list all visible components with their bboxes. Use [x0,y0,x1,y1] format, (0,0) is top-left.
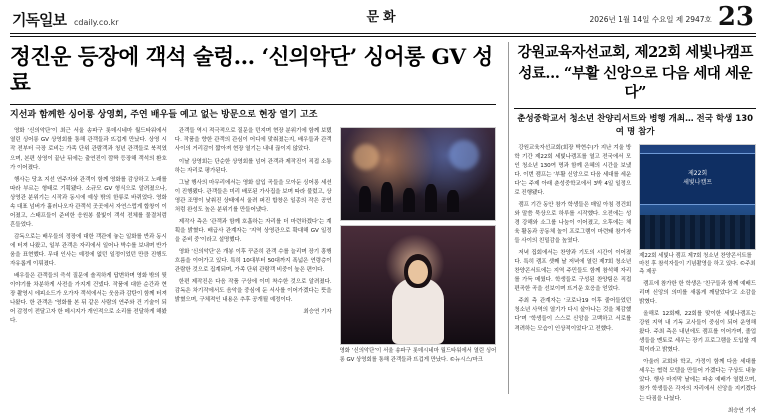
paragraph: 한편 제작진은 다음 작품 구상에 이미 착수한 것으로 알려졌다. 감독은 차기작에서도 음악을 중심에 둔 서사를 이어가겠다는 뜻을 밝혔으며, 구체적인 내용은 추후 공개될 예정이다. [174,279,332,304]
left-text-column-2 [175,127,332,363]
paragraph: 아울러 교회와 학교, 가정이 함께 다음 세대를 세우는 협력 모델을 만들어 가겠다는 구상도 내놓았다. 행사 마지막 날에는 파송 예배가 열렸으며, 참가 학생들은 각자의 자리에서 신앙을 지키겠다는 다짐을 나눴다. [639,359,757,402]
right-headline-rule [514,108,756,109]
right-subhead: 춘성중학교서 청소년 찬양리서트와 병행 개최… 전국 학생 130여 명 참가 [517,114,754,137]
paragraph: 올해로 12회째, 22회를 맞이한 세빛나캠프는 강원 지역 내 기독 교사들이 중심이 되어 운영해 왔다. 주최 측은 내년에도 캠프를 이어가며, 졸업생들을 멘토로 세우는 장기 프로그램을 도입할 계획이라고 밝혔다. [639,311,757,354]
paragraph: 주최 측 관계자는 ‘코로나19 이후 줄어들었던 청소년 사역의 열기가 다시 살아나는 것을 체감했다’며 ‘학생들이 스스로 신앙을 고백하고 서로를 격려하는 모습이 인상적이었다’고 전했다. [514,298,632,332]
photo-camp [639,144,756,250]
left-body-1 [10,127,167,326]
paragraph: 저녁 집회에서는 찬양과 기도의 시간이 이어졌다. 특히 캠프 셋째 날 저녁에 열린 제7회 청소년 찬양콘서트에는 지역 주민들도 함께 참석해 자리를 가득 메웠다. 학생들로 구성된 찬양팀은 직접 편곡한 곡을 선보이며 뜨거운 호응을 얻었다. [514,250,632,293]
left-headline: 정진운 등장에 객석 술렁… ‘신의악단’ 싱어롱 GV 성료 [10,44,493,97]
masthead [10,0,756,31]
left-headline-rule [10,104,496,105]
paragraph: 배우들은 관객들의 즉석 질문에 솔직하게 답변하며 영화 밖의 뒷이야기를 차분하게 사전을 가지게 건넸다. 작품에 대한 순간과 현장 촬영시 에피소드가 오가자 객석에서는 웃음과 감탄이 함께 터져 나왔다. 한 관객은 ‘영화를 본 뒤 같은 사람의 연주와 건 기술이 되어 감정이 전달고자 한 메시지가 개인적으로 소리를 전달하게 해봤다. [10,273,167,325]
right-columns [514,144,756,416]
column-divider [508,42,509,394]
paragraph: 캠프에 참가한 한 학생은 ‘친구들과 함께 예배드리며 신앙의 의미를 새롭게 깨달았다’고 소감을 밝혔다. [639,280,757,306]
paragraph: 영화 ‘신의악단’은 개봉 이후 꾸준히 관객 수를 늘리며 장기 흥행 흐름을 이어가고 있다. 특히 10대부터 50대까지 폭넓은 연령층이 관람한 것으로 집계되며, 가족 단위 관람객 비중이 높은 편이다. [174,248,332,274]
newspaper-url: cdaily.co.kr [73,18,119,28]
page-content [10,42,757,414]
paragraph: 그날 행사의 마무리에서는 영화 삽입 곡들을 모아둔 싱어롱 세션이 진행됐다. 관객들은 미리 배포된 가사집을 보며 따라 불렀고, 상영관 조명이 낮춰진 상태에서 울려 퍼진 합창은 일종의 작은 공연처럼 완성도 높은 분위기를 만들어냈다. [174,179,332,213]
left-photo-column [340,127,497,363]
section-title: 문화 [366,10,400,25]
paragraph: 영화 ‘신의악단’이 최근 서울 송파구 롯데시네마 월드타워에서 열린 싱어롱 GV 상영회를 통해 관객들과 뜨겁게 만났다. 상영 시작 전부터 극장 로비는 가족 단위 관람객과 청년 관객들로 북적였으며, 본편 상영이 끝난 뒤에는 출연진이 깜짝 등장해 객석의 환호가 이어졌다. [10,128,167,171]
right-byline: 최승연 기자 [727,407,757,414]
right-photo-caption: 제22회 세빛나 캠프 제7회 청소년 찬양콘서트를 마친 후 참석자들이 기념촬영을 하고 있다. ©주최 측 제공 [639,252,756,275]
right-body-2 [639,280,756,416]
left-photo-caption: 영화 ‘신의악단’이 서울 송파구 롯데시네마 월드타워에서 열린 싱어롱 GV 상영회를 통해 관객들과 뜨겁게 만났다. ©뉴시스/마크 [339,348,497,363]
left-columns [10,127,496,363]
paragraph: 관객들 역시 적극적으로 질문을 던지며 현장 분위기에 함께 보탰다. 작품을 향한 관객의 관심이 어디에 맞춰졌는지, 배우들과 관객 사이의 거리감이 짧아져 현장 열기는 내내 끊이지 않았다. [174,128,332,153]
masthead-rule [10,33,756,34]
issue-date: 2026년 1월 14일 수요일 제 2947호 [589,15,712,25]
photo-singer [340,225,497,345]
paragraph: 행사는 당초 지선 연주자와 관객이 함께 영화를 감상하고 노래를 따라 부르는 형태로 기획됐다. 소규모 GV 형식으로 알려졌으나, 상영관 분위기는 시작과 동시에 예상 밖의 한류로 바뀌었다. 영화 속 대표 넘버가 흘러나오자 관객석 곳곳에서 자연스럽게 합창이 이어졌고, 스태프들이 준비한 응원봉 불빛이 객석 전체를 물결처럼 흔들었다. [10,176,167,228]
masthead-rule-thin [10,36,756,37]
left-article [10,42,503,394]
right-article [514,42,757,414]
right-text-column-1 [514,144,631,416]
photo-stage [340,127,497,221]
right-headline-line1: 강원교육자선교회, 제22회 세빛나캠프 [517,43,753,61]
paragraph: 강원교육자선교회(회장 박현수)가 지난 겨울 방학 기간 제22회 세빛나캠프를 열고 전국에서 모인 청소년 130여 명과 함께 은혜의 시간을 보냈다. 이번 캠프는 ‘부활 신앙으로 다음 세대를 세운다’는 주제 아래 춘성중학교에서 3박 4일 일정으로 진행됐다. [514,144,632,196]
newspaper-logo: 기독일보 [12,11,66,30]
paragraph: 캠프 기간 동안 참가 학생들은 매일 아침 경건회와 말씀 묵상으로 하루를 시작했다. 오전에는 성경 강해와 소그룹 나눔이 이어졌고, 오후에는 체육 활동과 공동체 놀이 프로그램이 마련돼 참가자들 사이의 친밀감을 높였다. [514,201,632,245]
left-subhead: 지선과 함께한 싱어롱 상영회, 주연 배우들 예고 없는 방문으로 현장 열기 고조 [10,110,318,121]
paragraph: 감독으로는 배우들의 정장에 대한 객관에 놓는 일화를 반과 동시에 터져 나왔고, 일부 관객은 자리에서 일어나 박수를 보내며 반가움을 표현했다. 무대 인사는 예정에 없던 일정이었던 만큼 진행도 자유롭게 이뤄졌다. [10,233,167,268]
left-byline: 최승연 기자 [303,309,332,316]
page-number: 23 [717,2,754,32]
left-text-column-1 [10,127,167,363]
camp-banner: 제22회 세빛나캠프 [639,153,756,205]
right-body-1 [514,144,631,334]
paragraph: 제작사 측은 ‘관객과 함께 호흡하는 자리를 더 마련하겠다’는 계획을 밝혔다. 배급사 관계자는 ‘지역 상영관으로 확대해 GV 일정을 준비 중’이라고 설명했다. [174,218,332,243]
left-body-2 [175,127,332,317]
paragraph: 이날 상영회는 단순한 상영회를 넘어 관객과 제작진이 직접 소통하는 자리로 평가된다. [174,158,332,174]
camp-crowd [640,215,755,249]
right-photo-column [639,144,756,416]
right-headline-line2: 성료… “부활 신앙으로 다음 세대 세운다” [518,65,752,102]
